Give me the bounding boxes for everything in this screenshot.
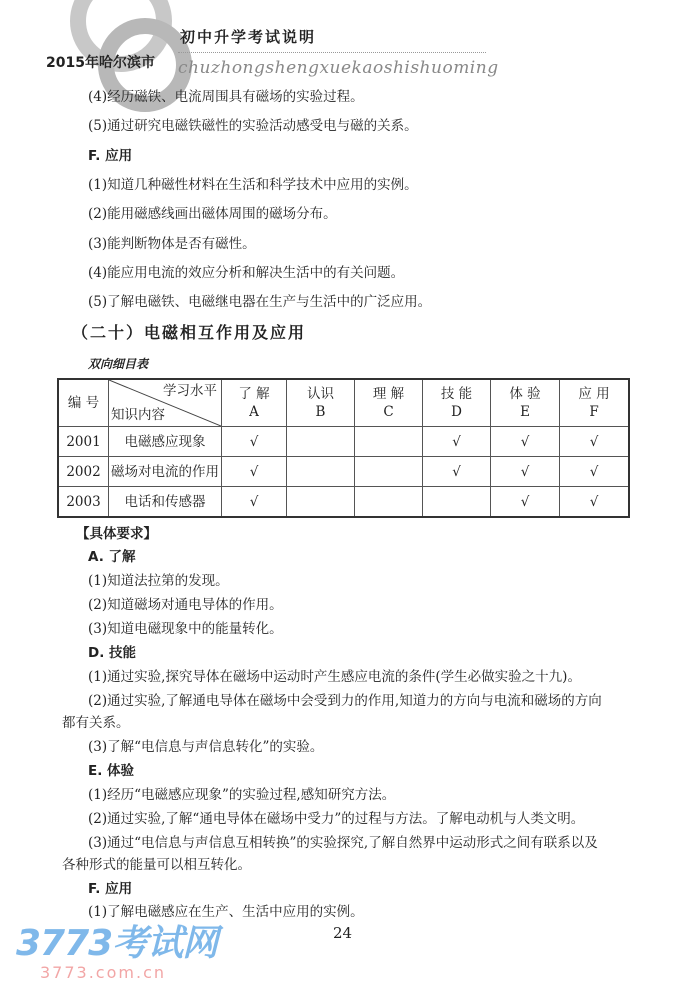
header-divider: [178, 52, 486, 53]
mark: [287, 427, 355, 457]
row-topic: 电磁感应现象: [109, 427, 222, 457]
list-item: (2)能用磁感线画出磁体周围的磁场分布。: [88, 206, 337, 222]
list-item: (2)通过实验,了解“通电导体在磁场中受力”的过程与方法。了解电动机与人类文明。: [88, 811, 585, 827]
list-item: (1)通过实验,探究导体在磁场中运动时产生感应电流的条件(学生必做实验之十九)。: [88, 669, 581, 685]
level-name: 了 解: [238, 386, 270, 402]
level-name: 认识: [307, 386, 334, 402]
mark: [355, 427, 423, 457]
section-heading: A. 了解: [88, 549, 136, 565]
level-b: [287, 379, 355, 427]
list-item: (1)知道几种磁性材料在生活和科学技术中应用的实例。: [88, 177, 418, 193]
section-heading: F. 应用: [88, 148, 133, 164]
list-item: (3)通过“电信息与声信息互相转换”的实验探究,了解自然界中运动形式之间有联系以及: [88, 835, 598, 851]
list-item-continuation: 各种形式的能量可以相互转化。: [62, 857, 251, 873]
level-code: D: [451, 404, 462, 420]
header-pinyin: chuzhongshengxuekaoshishuoming: [178, 58, 499, 78]
mark: √: [560, 427, 630, 457]
row-id: 2001: [58, 427, 109, 457]
list-item: (3)知道电磁现象中的能量转化。: [88, 621, 283, 637]
level-name: 体 验: [509, 386, 541, 402]
mark: [423, 487, 491, 518]
table-caption: 双向细目表: [88, 357, 149, 371]
level-f: [560, 379, 630, 427]
level-code: E: [520, 404, 530, 420]
mark: √: [222, 487, 287, 518]
table-row: [58, 487, 629, 518]
list-item: (5)了解电磁铁、电磁继电器在生产与生活中的广泛应用。: [88, 294, 432, 310]
level-e: [491, 379, 560, 427]
level-code: B: [315, 404, 326, 420]
list-item: (3)能判断物体是否有磁性。: [88, 236, 256, 252]
page-number: 24: [333, 924, 353, 942]
list-item: (3)了解“电信息与声信息转化”的实验。: [88, 739, 324, 755]
level-d: [423, 379, 491, 427]
header-city: 2015年哈尔滨市: [46, 55, 155, 71]
header-content-label: 知识内容: [111, 407, 165, 423]
level-name: 理 解: [372, 386, 405, 402]
level-name: 技 能: [440, 386, 473, 402]
level-name: 应 用: [578, 386, 610, 402]
mark: √: [423, 457, 491, 487]
level-c: [355, 379, 423, 427]
watermark-logo: 3773考试网: [16, 923, 218, 964]
list-item: (2)知道磁场对通电导体的作用。: [88, 597, 283, 613]
list-item: (2)通过实验,了解通电导体在磁场中会受到力的作用,知道力的方向与电流和磁场的方向: [88, 693, 602, 709]
header-number: 编 号: [58, 379, 109, 427]
row-topic: 磁场对电流的作用: [109, 457, 222, 487]
requirements-heading: 【具体要求】: [76, 526, 157, 542]
mark: [355, 487, 423, 518]
mark: [355, 457, 423, 487]
table-header-row: [58, 379, 629, 427]
level-code: C: [383, 404, 394, 420]
section-heading: E. 体验: [88, 763, 135, 779]
level-code: A: [249, 404, 259, 420]
list-item: (5)通过研究电磁铁磁性的实验活动感受电与磁的关系。: [88, 118, 418, 134]
table-row: [58, 457, 629, 487]
section-heading: D. 技能: [88, 645, 137, 661]
row-topic: 电话和传感器: [109, 487, 222, 518]
list-item-continuation: 都有关系。: [62, 715, 130, 731]
row-id: 2002: [58, 457, 109, 487]
mark: √: [491, 487, 560, 518]
mark: [287, 487, 355, 518]
mark: [287, 457, 355, 487]
level-a: [222, 379, 287, 427]
header-title: 初中升学考试说明: [180, 28, 317, 46]
list-item: (1)了解电磁感应在生产、生活中应用的实例。: [88, 904, 364, 920]
mark: √: [560, 487, 630, 518]
mark: √: [423, 427, 491, 457]
list-item: (1)经历“电磁感应现象”的实验过程,感知研究方法。: [88, 787, 396, 803]
row-id: 2003: [58, 487, 109, 518]
mark: √: [560, 457, 630, 487]
section-title: （二十）电磁相互作用及应用: [72, 323, 307, 342]
list-item: (4)能应用电流的效应分析和解决生活中的有关问题。: [88, 265, 405, 281]
list-item: (1)知道法拉第的发现。: [88, 573, 229, 589]
mark: √: [491, 427, 560, 457]
mark: √: [222, 427, 287, 457]
watermark-url: 3773.com.cn: [40, 963, 166, 982]
specification-table: [57, 378, 630, 518]
level-code: F: [589, 404, 599, 420]
mark: √: [222, 457, 287, 487]
list-item: (4)经历磁铁、电流周围具有磁场的实验过程。: [88, 89, 364, 105]
section-heading: F. 应用: [88, 881, 133, 897]
header-diagonal-cell: [109, 379, 222, 427]
header-level-label: 学习水平: [163, 383, 217, 399]
mark: √: [491, 457, 560, 487]
table-row: [58, 427, 629, 457]
